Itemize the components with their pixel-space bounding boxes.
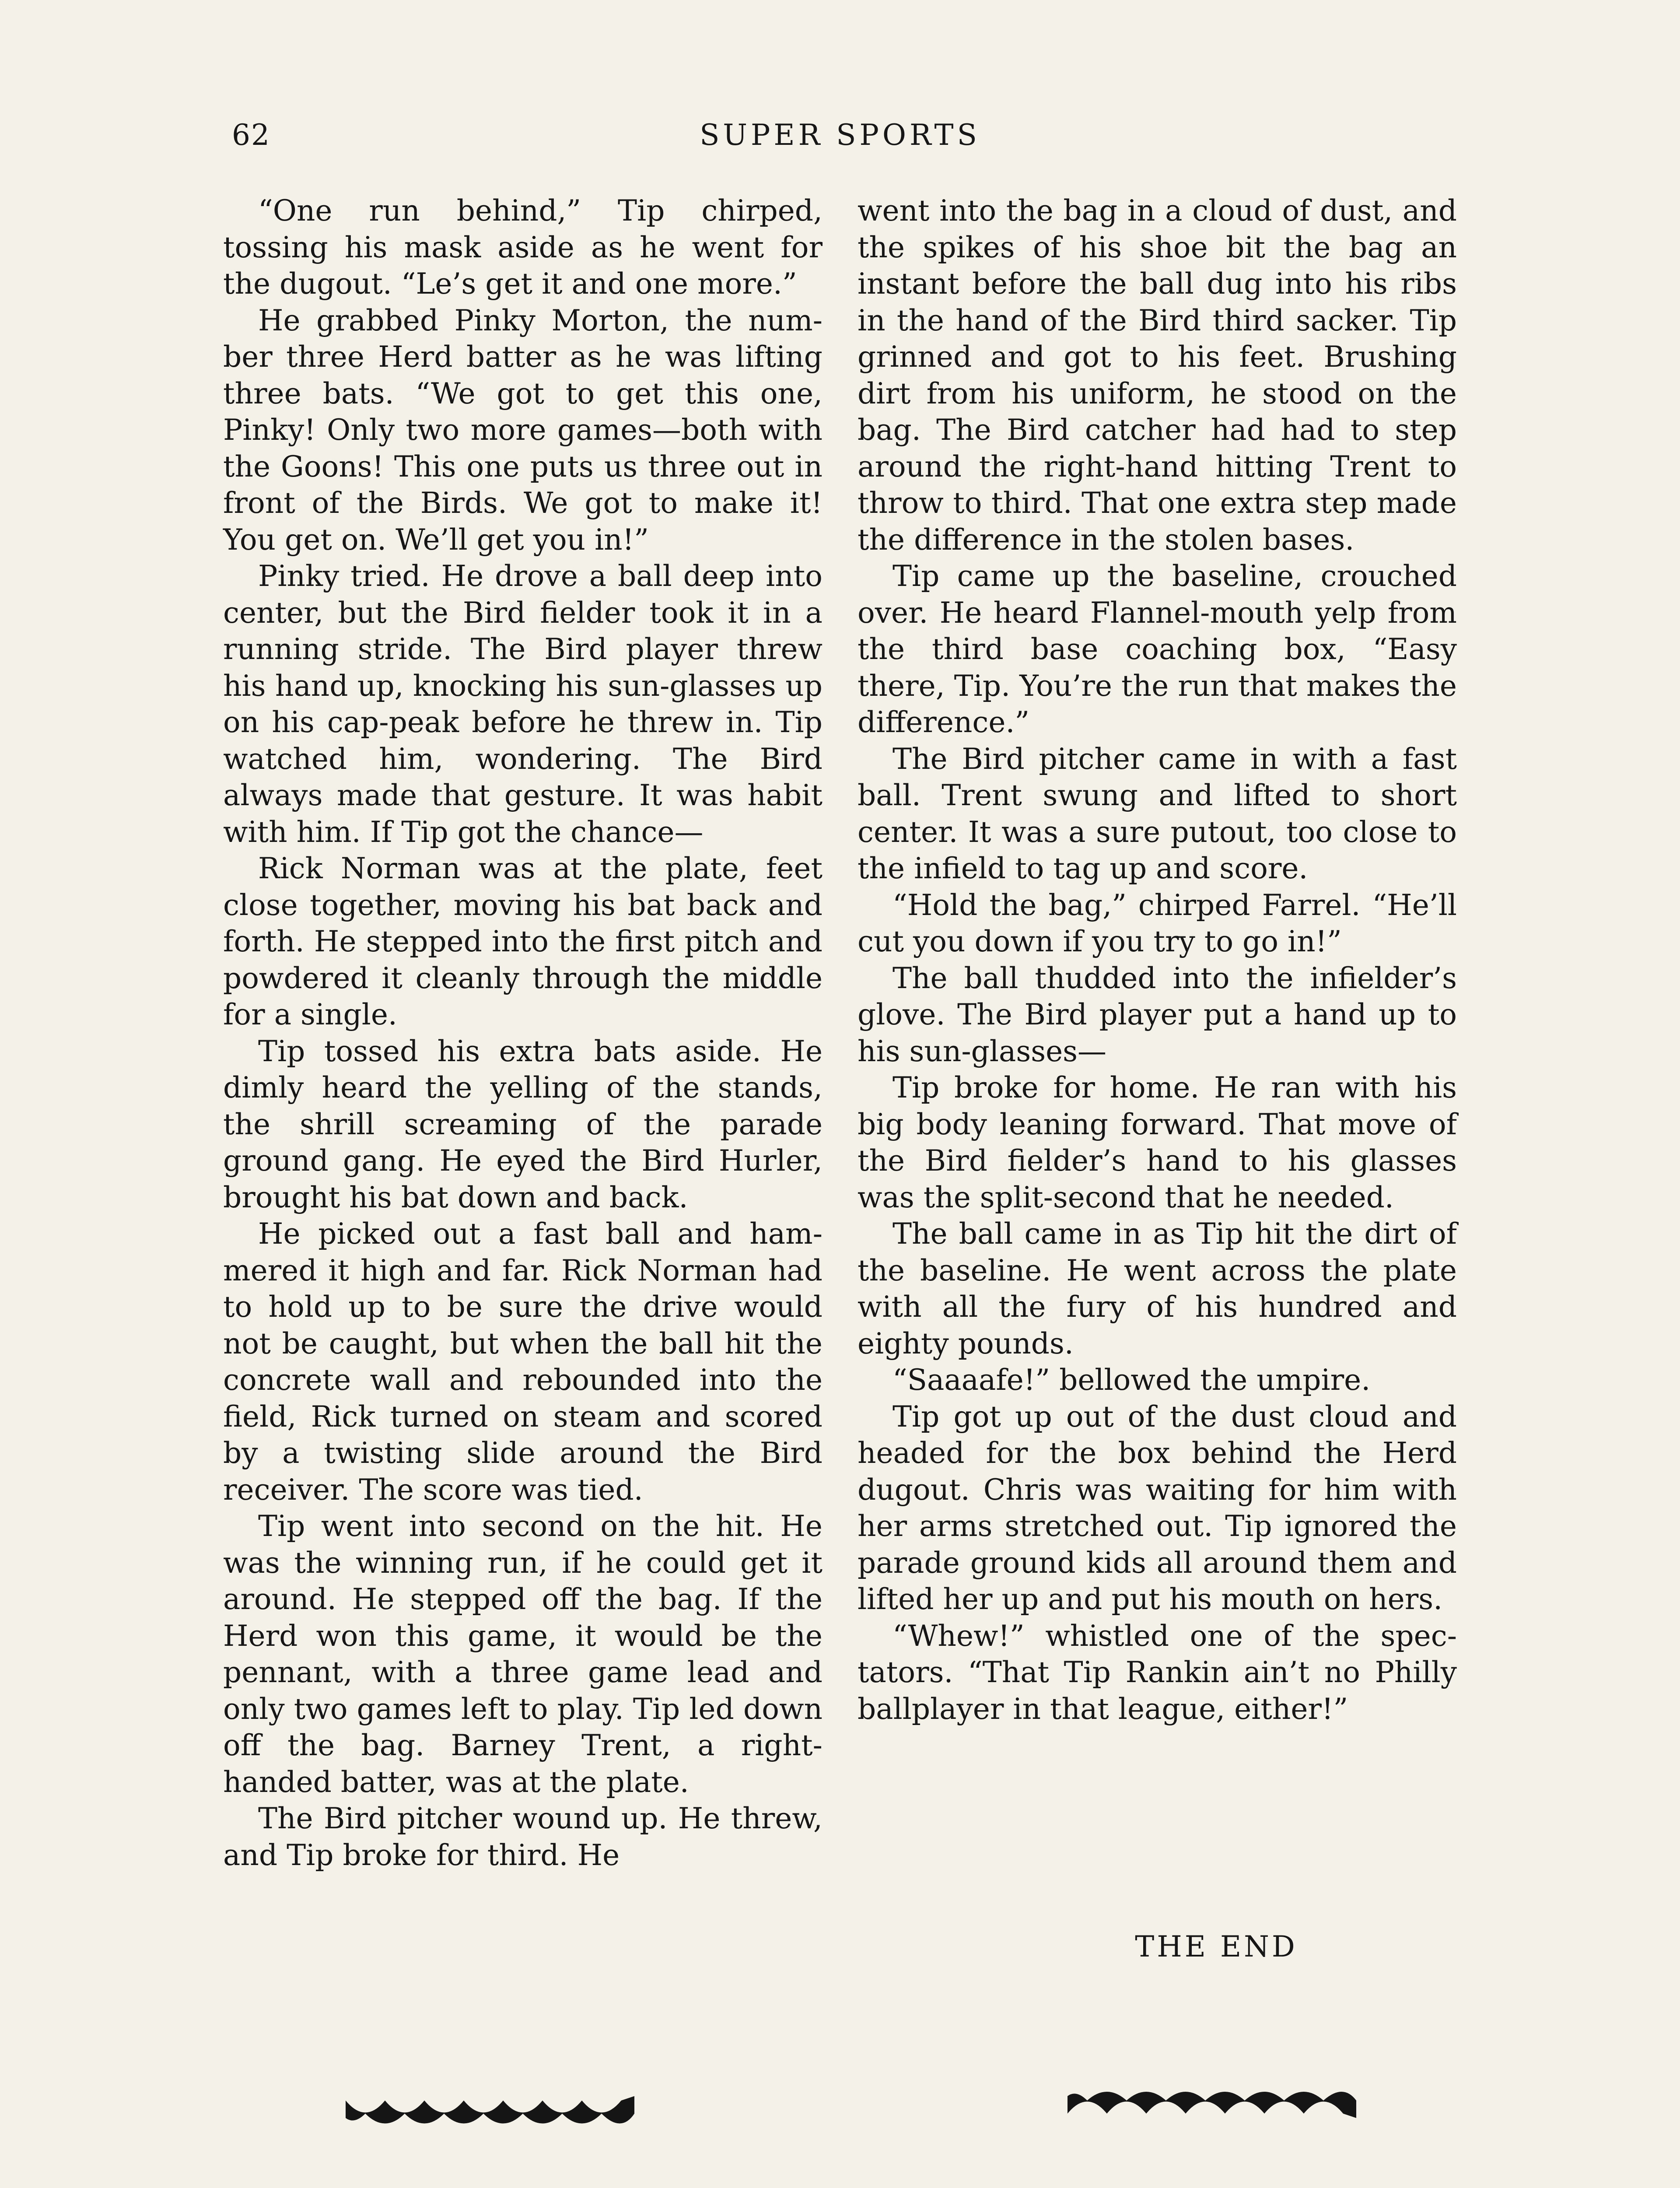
paragraph: “Whew!” whistled one of the spectators. “That Tip Rankin ain’t no Philly ballplayer in that league, either!” xyxy=(858,1619,1457,1726)
paragraph: The ball thudded into the infielder’s glove. The Bird player put a hand up to his sun-glasses— xyxy=(858,961,1457,1068)
paragraph: “Saaaafe!” bellowed the umpire. xyxy=(892,1363,1371,1397)
paragraph: The Bird pitcher wound up. He threw, and Tip broke for third. He xyxy=(223,1802,822,1872)
right-column xyxy=(858,193,1457,1727)
left-column xyxy=(223,193,822,1873)
paragraph: The ball came in as Tip hit the dirt of the baseline. He went across the plate with all the fury of his hundred and eighty pounds. xyxy=(858,1217,1457,1360)
paragraph-continued: went into the bag in a cloud of dust, and the spikes of his shoe bit the bag an instant before the ball dug into his ribs in the hand of the Bird third sacker. Tip grinned and got to his feet. Brushing dirt from his uniform, he stood on the bag. The Bird catcher had had to step around the right-hand hitting Trent to throw to third. That one extra step made the difference in the stolen bases. xyxy=(858,194,1457,557)
page-header xyxy=(0,118,1680,158)
paragraph: “Hold the bag,” chirped Farrel. “He’ll cut you down if you try to go in!” xyxy=(858,888,1457,958)
paragraph: Rick Norman was at the plate, feet close together, moving his bat back and forth. He stepped into the first pitch and powdered it cleanly through the middle for a single. xyxy=(223,852,822,1031)
paragraph: “One run behind,” Tip chirped, tossing his mask aside as he went for the dugout. “Le’s get it and one more.” xyxy=(223,194,822,301)
the-end-label: THE END xyxy=(1135,1930,1298,1964)
paragraph: Pinky tried. He drove a ball deep into center, but the Bird fielder took it in a running stride. The Bird player threw his hand up, knocking his sun-glasses up on his cap-peak before he threw in. Tip watched him, wondering. The Bird always made that gesture. It was habit with him. If Tip got the chance— xyxy=(223,559,822,849)
paragraph: He grabbed Pinky Morton, the number three Herd batter as he was lifting three bats. “We got to get this one, Pinky! Only two more games—both with the Goons! This one puts us three out in front of the Birds. We got to make it! You get on. We’ll get you in!” xyxy=(223,303,822,557)
paragraph: Tip went into second on the hit. He was the winning run, if he could get it around. He stepped off the bag. If the Herd won this game, it would be the pennant, with a three game lead and only two games left to play. Tip led down off the bag. Barney Trent, a right-handed batter, was at the plate. xyxy=(223,1509,822,1799)
paragraph: Tip came up the baseline, crouched over. He heard Flannel-mouth yelp from the third base coaching box, “Easy there, Tip. You’re the run that makes the difference.” xyxy=(858,559,1457,739)
paragraph: Tip got up out of the dust cloud and headed for the box behind the Herd dugout. Chris was waiting for him with her arms stretched out. Tip ignored the parade ground kids all around them and lifted her up and put his mouth on hers. xyxy=(858,1399,1457,1616)
wave-ornament-left xyxy=(341,2083,639,2135)
wave-ornament-right xyxy=(1063,2083,1361,2135)
paragraph: Tip tossed his extra bats aside. He dimly heard the yelling of the stands, the shrill screaming of the parade ground gang. He eyed the Bird Hurler, brought his bat down and back. xyxy=(223,1034,822,1214)
page-number: 62 xyxy=(232,118,270,152)
paragraph: He picked out a fast ball and hammered it high and far. Rick Norman had to hold up to be sure the drive would not be caught, but when the ball hit the concrete wall and rebounded into the field, Rick turned on steam and scored by a twisting slide around the Bird receiver. The score was tied. xyxy=(223,1217,822,1507)
paragraph: The Bird pitcher came in with a fast ball. Trent swung and lifted to short center. It was a sure putout, too close to the infield to tag up and score. xyxy=(858,742,1457,885)
running-head: SUPER SPORTS xyxy=(700,118,980,152)
paragraph: Tip broke for home. He ran with his big body leaning forward. That move of the Bird fielder’s hand to his glasses was the split-second that he needed. xyxy=(858,1071,1457,1214)
